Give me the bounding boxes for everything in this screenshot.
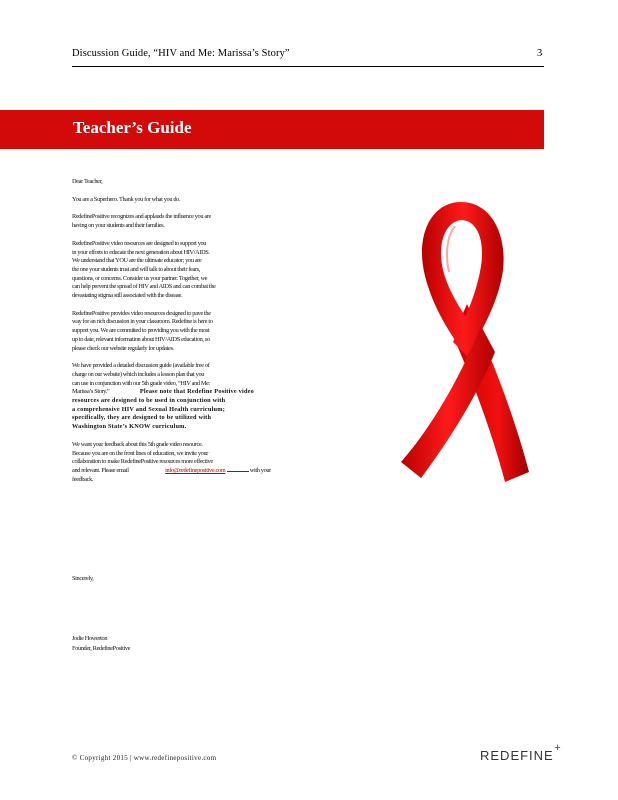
sign-off: Sincerely, [72,575,94,582]
line: RedefinePositive video resources are designed to support you [72,239,207,247]
curriculum-note: a comprehensive HIV and Sexual Health curriculum; [72,405,225,413]
letter-body [72,178,322,493]
signer-name: Jodie Howerton [72,635,108,642]
letter-paragraph-4 [72,310,322,354]
letter-paragraph-3 [72,240,322,301]
redefine-logo [480,742,562,763]
section-title: Teacher’s Guide [73,118,192,137]
line: way for an rich discussion in your classroom. Redefine is here to [72,318,213,326]
line: up to date, relevant information about HIV/AIDS education, so [72,335,210,343]
line: collaboration to make RedefinePositive resources more effective [72,458,213,466]
line: Marissa’s Story.” [72,388,110,396]
curriculum-note: Please note that Redefine Positive video [139,388,254,396]
line: We understand that YOU are the ultimate educator; you are [72,257,202,265]
curriculum-note: specifically, they are designed to be utilized with [72,414,212,422]
line: can use in conjunction with our 5th grade video, “HIV and Me: [72,379,211,387]
feedback-email-link[interactable]: info@redefinepositive.com [165,466,226,474]
line: We want your feedback about this 5th grade video resource. [72,440,203,448]
line: support you. We are committed to providing you with the most [72,327,210,335]
line: devastating stigma still associated with the disease. [72,292,183,300]
signer-role: Founder, RedefinePositive [72,645,131,652]
curriculum-note: Washington State’s KNOW curriculum. [72,423,187,431]
line: in your efforts to educate the next generation about HIV/AIDS. [72,248,210,256]
letter-paragraph-5 [72,362,322,432]
line: questions, or concerns. Consider us your partner. Together, we [72,274,208,282]
document-header-title: Discussion Guide, “HIV and Me: Marissa’s Story” [72,48,290,59]
line: with your [249,466,271,474]
line: having on your students and their families. [72,222,165,230]
signature-block [72,634,130,654]
letter-paragraph-6 [72,441,322,485]
line: can help prevent the spread of HIV and AIDS and can combat the [72,283,216,291]
line: We have provided a detailed discussion guide (available free of [72,362,210,370]
line: charge on our website) which includes a lesson plan that you [72,370,205,378]
line: the one your students trust and will talk to about their fears, [72,265,200,273]
page-number: 3 [537,48,543,59]
salutation: Dear Teacher, [72,178,103,185]
letter-paragraph-2 [72,213,322,230]
line: Because you are on the front lines of education, we invite your [72,449,209,457]
letter-paragraph-1: You are a Superhero. Thank you for what you do. [72,195,181,203]
line: RedefinePositive provides video resources designed to pave the [72,309,211,317]
logo-plus: + [554,742,562,754]
line: please check our website regularly for updates. [72,344,174,352]
logo-text: REDEFINE [480,748,554,763]
line: and relevant. Please email [72,466,129,474]
red-ribbon-image [395,196,531,484]
footer-copyright: © Copyright 2015 | www.redefinepositive.com [72,754,217,762]
header-divider [72,66,544,67]
curriculum-note: resources are designed to be used in conjunction with [72,397,226,405]
line: RedefinePositive recognizes and applauds the influence you are [72,213,211,221]
line: feedback. [72,475,94,483]
